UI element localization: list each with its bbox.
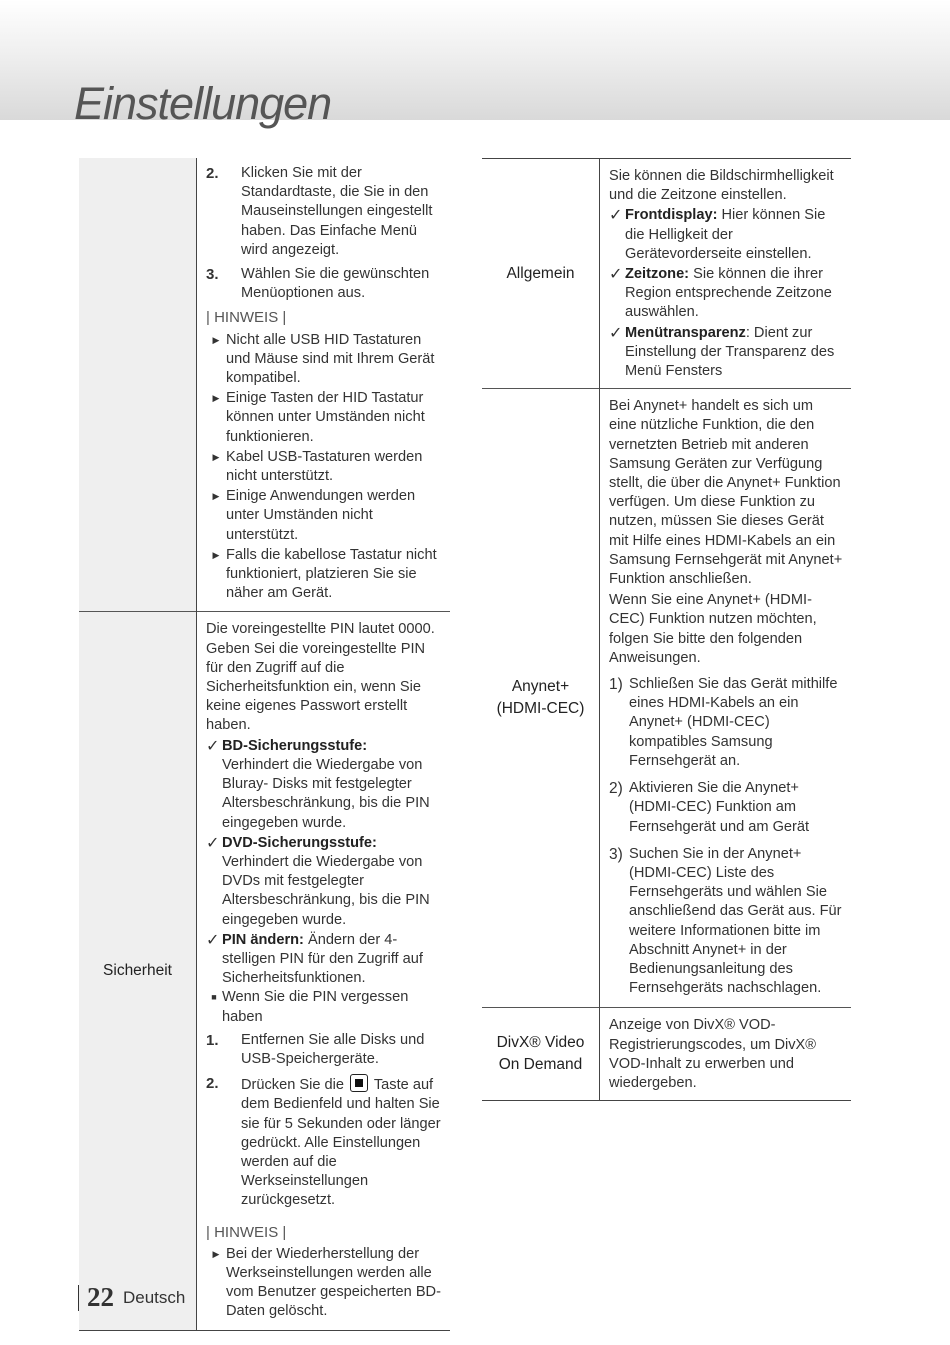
note-item: ▶ Falls die kabellose Tastatur nicht funktioniert, platzieren Sie sie näher am Gerät. bbox=[206, 546, 442, 604]
table-row bbox=[482, 389, 851, 1008]
page-title: Einstellungen bbox=[74, 78, 332, 129]
check-item: ✓ Zeitzone: Sie können die ihrer Region entsprechende Zeitzone auswählen. bbox=[609, 265, 843, 323]
page-number: 22 bbox=[87, 1282, 114, 1312]
row-content: Bei Anynet+ handelt es sich um eine nützliche Funktion, die den vernetzten Betrieb mit anderen Samsung Geräten zur Verfügung stellt, die über die Anynet+ Funktion verfügen. Um diese Funktion zu nutzen, müssen Sie dieses Gerät mit Hilfe eines HDMI-Kabels an ein Samsung Fernsehgerät mit Anynet+ Funktion anschließen. Wenn Sie eine Anynet+ (HDMI-CEC) Funktion nutzen möchten, folgen Sie bitte den folgenden Anweisungen. 1) Schließen Sie das Gerät mithilfe eines HDMI-Kabels an ein Anynet+ (HDMI-CEC) kompatibles Samsung Fernsehgerät an. 2) Aktivieren Sie die Anynet+ (HDMI-CEC) Funktion am Fernsehgerät und am Gerät 3) Suchen Sie in der Anynet+ (HDMI-CEC) Liste des Fernsehgeräts und wählen Sie anschließend das Gerät aus. Für weitere Informationen bitte im Abschnitt Anynet+ in der Bedienungsanleitung des Fernsehgeräts nachschlagen. bbox=[600, 389, 852, 1008]
check-item: ✓ BD-Sicherungsstufe: Verhindert die Wiedergabe von Bluray- Disks mit festgelegter Altersbeschränkung, bis die PIN eingegeben wurde. bbox=[206, 737, 442, 833]
square-bullet-item: ■ Wenn Sie die PIN vergessen haben bbox=[206, 988, 442, 1026]
row-label-allgemein: Allgemein bbox=[482, 159, 600, 389]
settings-table-left bbox=[79, 158, 450, 1331]
row-label-empty bbox=[79, 158, 197, 612]
square-bullet-icon: ■ bbox=[211, 992, 217, 1003]
checkmark-icon: ✓ bbox=[206, 737, 220, 755]
note-item: ▶ Einige Tasten der HID Tastatur können unter Umständen nicht funktionieren. bbox=[206, 389, 442, 447]
row-content: Sie können die Bildschirmhelligkeit und die Zeitzone einstellen. ✓ Frontdisplay: Hier können Sie die Helligkeit der Gerätevorderseite einstellen. ✓ Zeitzone: Sie können die ihrer Region entsprechende Zeitzone auswählen. ✓ Menütransparenz: Dient zur Einstellung der Transparenz des Menü Fensters bbox=[600, 159, 852, 389]
step-item: 3) Suchen Sie in der Anynet+ (HDMI-CEC) Liste des Fernsehgeräts und wählen Sie anschließend das Gerät aus. Für weitere Informationen bitte im Abschnitt Anynet+ in der Bedienungsanleitung des Fernsehgeräts nachschlagen. bbox=[609, 845, 842, 997]
row-label-anynet: Anynet+ (HDMI-CEC) bbox=[482, 389, 600, 1008]
note-heading: | HINWEIS | bbox=[206, 1223, 287, 1241]
step-item: 3. Wählen Sie die gewünschten Menüoptionen aus. bbox=[206, 266, 430, 302]
table-row bbox=[482, 159, 851, 389]
table-row bbox=[482, 1008, 851, 1101]
row-content: Anzeige von DivX® VOD-Registrierungscodes, um DivX® VOD-Inhalt zu erwerben und wiedergeben. bbox=[600, 1008, 852, 1101]
step-item: 1. Entfernen Sie alle Disks und USB-Speichergeräte. bbox=[206, 1031, 425, 1067]
note-item: ▶ Bei der Wiederherstellung der Werkseinstellungen werden alle vom Benutzer gespeicherten BD-Daten gelöscht. bbox=[206, 1245, 442, 1322]
step-item: 2. Klicken Sie mit der Standardtaste, die Sie in den Mauseinstellungen eingestellt haben. Das Einfache Menü wird angezeigt. bbox=[206, 165, 433, 258]
checkmark-icon: ✓ bbox=[609, 207, 623, 225]
checkmark-icon: ✓ bbox=[206, 834, 220, 852]
check-item: ✓ DVD-Sicherungsstufe: Verhindert die Wiedergabe von DVDs mit festgelegter Altersbeschränkung, bis die PIN eingegeben wurde. bbox=[206, 834, 442, 930]
footer-language: Deutsch bbox=[123, 1287, 186, 1307]
triangle-bullet-icon: ▶ bbox=[212, 491, 220, 502]
triangle-bullet-icon: ▶ bbox=[212, 393, 220, 404]
note-item: ▶ Nicht alle USB HID Tastaturen und Mäuse sind mit Ihrem Gerät kompatibel. bbox=[206, 331, 442, 389]
table-row bbox=[79, 158, 450, 612]
step-item: 1) Schließen Sie das Gerät mithilfe eines HDMI-Kabels an ein Anynet+ (HDMI-CEC) kompatibles Samsung Fernsehgerät an. bbox=[609, 676, 838, 769]
check-item: ✓ Frontdisplay: Hier können Sie die Helligkeit der Gerätevorderseite einstellen. bbox=[609, 206, 843, 264]
checkmark-icon: ✓ bbox=[206, 931, 220, 949]
note-item: ▶ Kabel USB-Tastaturen werden nicht unterstützt. bbox=[206, 448, 442, 486]
row-label-divx: DivX® Video On Demand bbox=[482, 1008, 600, 1101]
row-label-sicherheit: Sicherheit bbox=[79, 612, 197, 1330]
triangle-bullet-icon: ▶ bbox=[212, 451, 220, 462]
page-footer bbox=[78, 1282, 185, 1313]
row-content bbox=[197, 158, 451, 612]
stop-button-icon bbox=[350, 1074, 368, 1092]
row-content bbox=[197, 612, 451, 1330]
check-item: ✓ Menütransparenz: Dient zur Einstellung der Transparenz des Menü Fensters bbox=[609, 324, 843, 382]
triangle-bullet-icon: ▶ bbox=[212, 1248, 220, 1259]
step-item: 2) Aktivieren Sie die Anynet+ (HDMI-CEC) Funktion am Fernsehgerät und am Gerät bbox=[609, 780, 810, 835]
footer-divider bbox=[78, 1285, 79, 1311]
checkmark-icon: ✓ bbox=[609, 266, 623, 284]
note-item: ▶ Einige Anwendungen werden unter Umständen nicht unterstützt. bbox=[206, 487, 442, 545]
note-heading: | HINWEIS | bbox=[206, 309, 287, 327]
step-item: 2. Drücken Sie die Taste auf dem Bedienfeld und halten Sie sie für 5 Sekunden oder länger gedrückt. Alle Einstellungen werden auf die Werkseinstellungen zurückgesetzt. bbox=[206, 1075, 441, 1209]
checkmark-icon: ✓ bbox=[609, 324, 623, 342]
triangle-bullet-icon: ▶ bbox=[212, 549, 220, 560]
check-item: ✓ PIN ändern: Ändern der 4-stelligen PIN für den Zugriff auf Sicherheitsfunktionen. bbox=[206, 931, 442, 989]
page-header-band bbox=[0, 0, 950, 129]
triangle-bullet-icon: ▶ bbox=[212, 334, 220, 345]
security-intro: Die voreingestellte PIN lautet 0000. Geben Sei die voreingestellte PIN für den Zugriff auf die Sicherheitsfunktion ein, wenn Sie keine eigenes Passwort erstellt haben. bbox=[206, 621, 435, 734]
table-row bbox=[79, 612, 450, 1330]
settings-table-right bbox=[482, 158, 851, 1101]
